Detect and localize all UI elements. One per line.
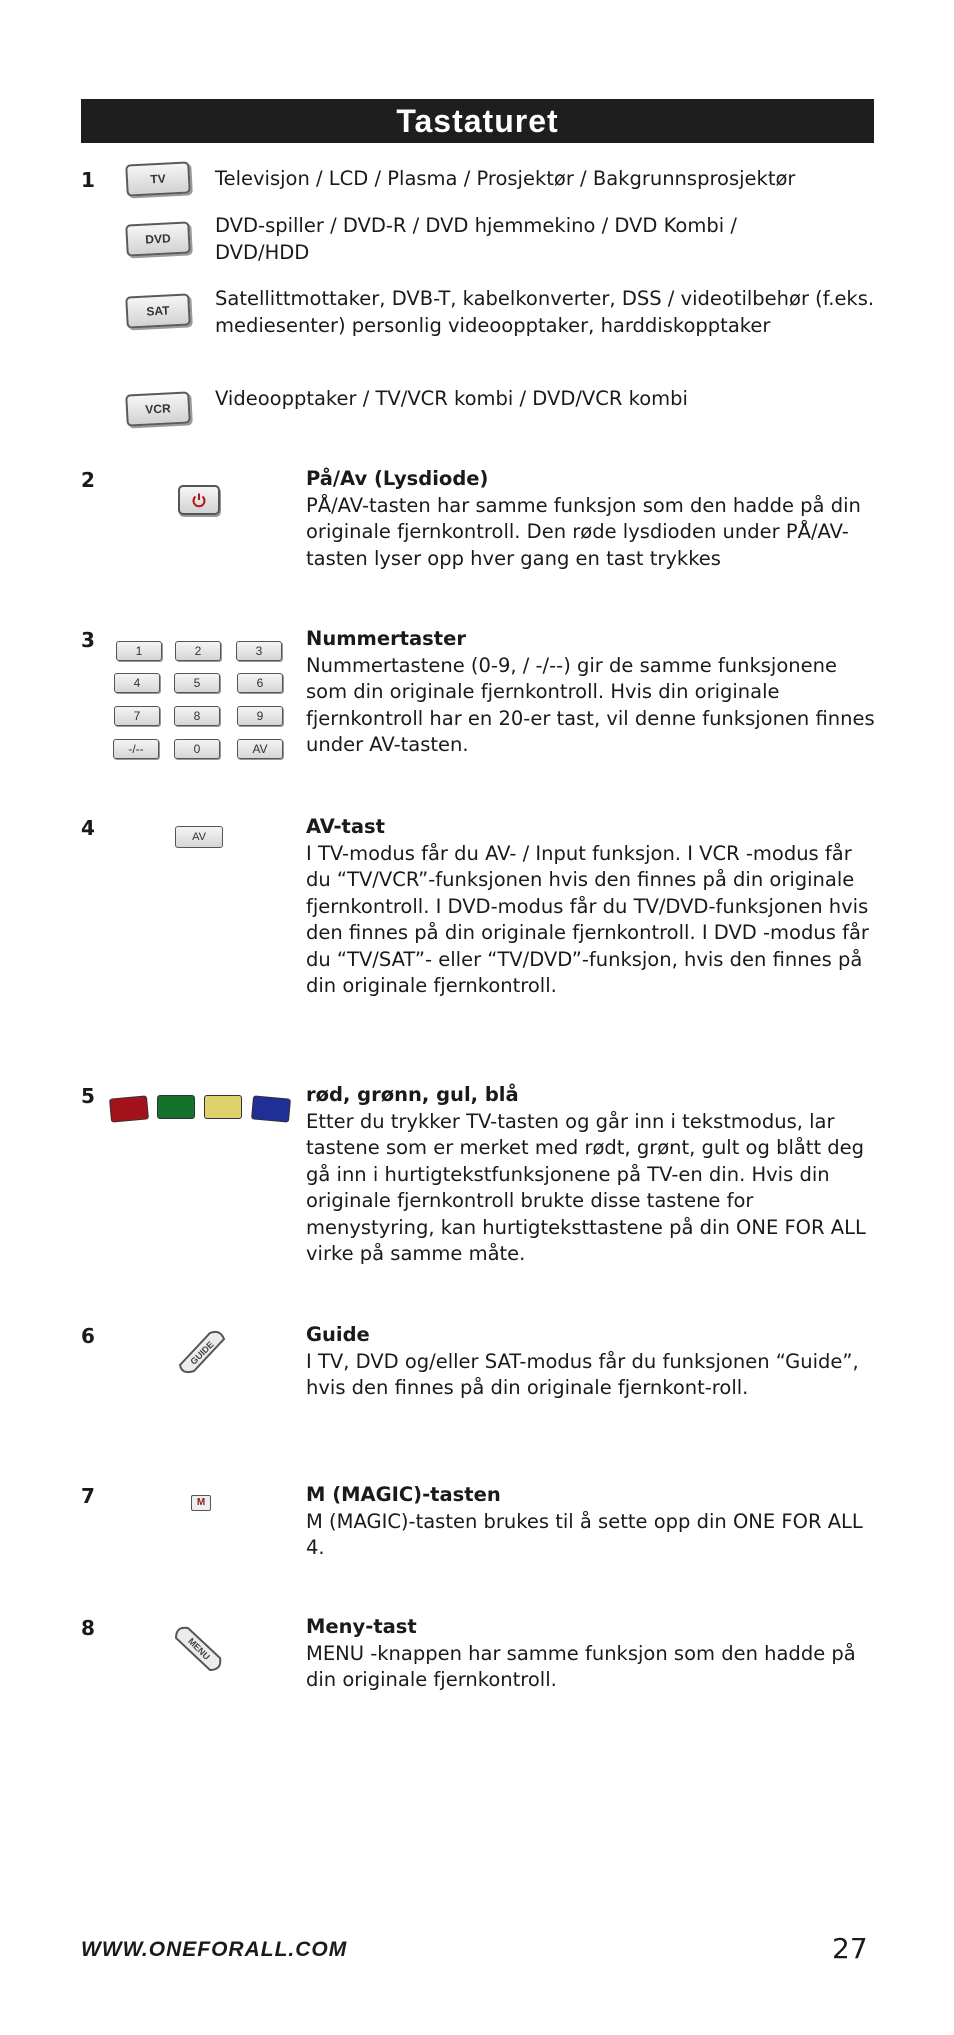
section-body: Etter du trykker TV-tasten og går inn i tekstmodus, lar tastene som er merket med rødt, grønt, gult og blått deg gå inn i hurtigtekstfunksjonene på TV-en din. Hvis din originale fjernkontroll brukte disse tastene for menystyring, kan hurtigteksttastene på din ONE FOR ALL virke på samme måte. <box>306 1109 866 1265</box>
section-number: 7 <box>81 1484 95 1508</box>
guide-key-label: GUIDE <box>188 1339 216 1367</box>
section-heading: M (MAGIC)-tasten <box>306 1483 501 1506</box>
keypad-key: 6 <box>237 673 283 693</box>
guide-key-icon <box>172 1325 232 1383</box>
section-heading: rød, grønn, gul, blå <box>306 1083 519 1106</box>
power-icon <box>178 485 220 515</box>
section-number: 3 <box>81 628 95 652</box>
page-number: 27 <box>832 1932 868 1965</box>
section-body: I TV, DVD og/eller SAT-modus får du funksjonen “Guide”, hvis den finnes på din originale fjernkont-roll. <box>306 1349 859 1399</box>
section-text <box>306 1482 876 1562</box>
vcr-key-icon: VCR <box>125 391 191 426</box>
section-text <box>306 1614 876 1694</box>
dvd-description: DVD-spiller / DVD-R / DVD hjemmekino / DVD Kombi / DVD/HDD <box>215 214 737 264</box>
keypad-key: 8 <box>174 706 220 726</box>
blue-key-icon <box>251 1095 291 1122</box>
page-title: Tastaturet <box>81 99 874 143</box>
section-heading: Meny-tast <box>306 1615 417 1638</box>
keypad-key: 3 <box>236 641 282 661</box>
section-heading: AV-tast <box>306 815 385 838</box>
section-text <box>306 814 876 1000</box>
tv-key-icon: TV <box>125 161 191 196</box>
section-body: M (MAGIC)-tasten brukes til å sette opp din ONE FOR ALL 4. <box>306 1509 863 1559</box>
dvd-key-icon: DVD <box>125 221 191 256</box>
magic-key-icon: M <box>191 1495 211 1511</box>
green-key-icon <box>157 1095 195 1119</box>
section-body: Nummertastene (0-9, / -/--) gir de samme funksjonene som din originale fjernkontroll. Hvis din originale fjernkontroll har en 20-er tast, vil denne funksjonen finnes under AV-tasten. <box>306 653 875 756</box>
keypad-key: 7 <box>114 706 160 726</box>
section-body: I TV-modus får du AV- / Input funksjon. I VCR -modus får du “TV/VCR”-funksjonen hvis den finnes på din originale fjernkontroll. I DVD-modus får du TV/DVD-funksjonen hvis den finnes på din originale fjernkontroll. I DVD -modus får du “TV/SAT”- eller “TV/DVD”-funksjon, hvis den finnes på din originale fjernkontroll. <box>306 841 869 997</box>
keypad-key: AV <box>237 739 283 759</box>
keypad-key: 9 <box>237 706 283 726</box>
section-number: 6 <box>81 1324 95 1348</box>
sat-description: Satellittmottaker, DVB-T, kabelkonverter, DSS / videotilbehør (f.eks. mediesenter) personlig videoopptaker, harddiskopptaker <box>215 287 875 337</box>
section-number: 8 <box>81 1616 95 1640</box>
section-heading: Nummertaster <box>306 627 466 650</box>
section-text <box>306 466 876 572</box>
section-heading: På/Av (Lysdiode) <box>306 467 489 490</box>
keypad-key: 2 <box>175 641 221 661</box>
menu-key-label: MENU <box>186 1636 212 1662</box>
vcr-description: Videoopptaker / TV/VCR kombi / DVD/VCR kombi <box>215 387 688 410</box>
av-key-icon: AV <box>175 826 223 848</box>
keypad-key: 0 <box>174 739 220 759</box>
red-key-icon <box>109 1095 149 1122</box>
section-number: 5 <box>81 1084 95 1108</box>
power-symbol-icon <box>180 487 218 513</box>
tv-description: Televisjon / LCD / Plasma / Prosjektør / Bakgrunnsprosjektør <box>215 167 796 190</box>
section-body: PÅ/AV-tasten har samme funksjon som den hadde på din originale fjernkontroll. Den røde lysdioden under PÅ/AV-tasten lyser opp hver gang en tast trykkes <box>306 493 861 570</box>
section-text <box>306 626 876 759</box>
footer-url: WWW.ONEFORALL.COM <box>81 1938 348 1961</box>
keypad-key: 1 <box>116 641 162 661</box>
yellow-key-icon <box>204 1095 242 1119</box>
keypad-key: -/-- <box>113 739 159 759</box>
section-text <box>306 1082 876 1268</box>
section-number: 2 <box>81 468 95 492</box>
keypad-key: 4 <box>114 673 160 693</box>
sat-key-icon: SAT <box>125 293 191 328</box>
section-number: 1 <box>81 168 95 192</box>
section-text <box>306 1322 876 1402</box>
section-number: 4 <box>81 816 95 840</box>
keypad-key: 5 <box>174 673 220 693</box>
section-body: MENU -knappen har samme funksjon som den hadde på din originale fjernkontroll. <box>306 1641 856 1691</box>
section-heading: Guide <box>306 1323 370 1346</box>
menu-key-icon <box>168 1620 228 1678</box>
